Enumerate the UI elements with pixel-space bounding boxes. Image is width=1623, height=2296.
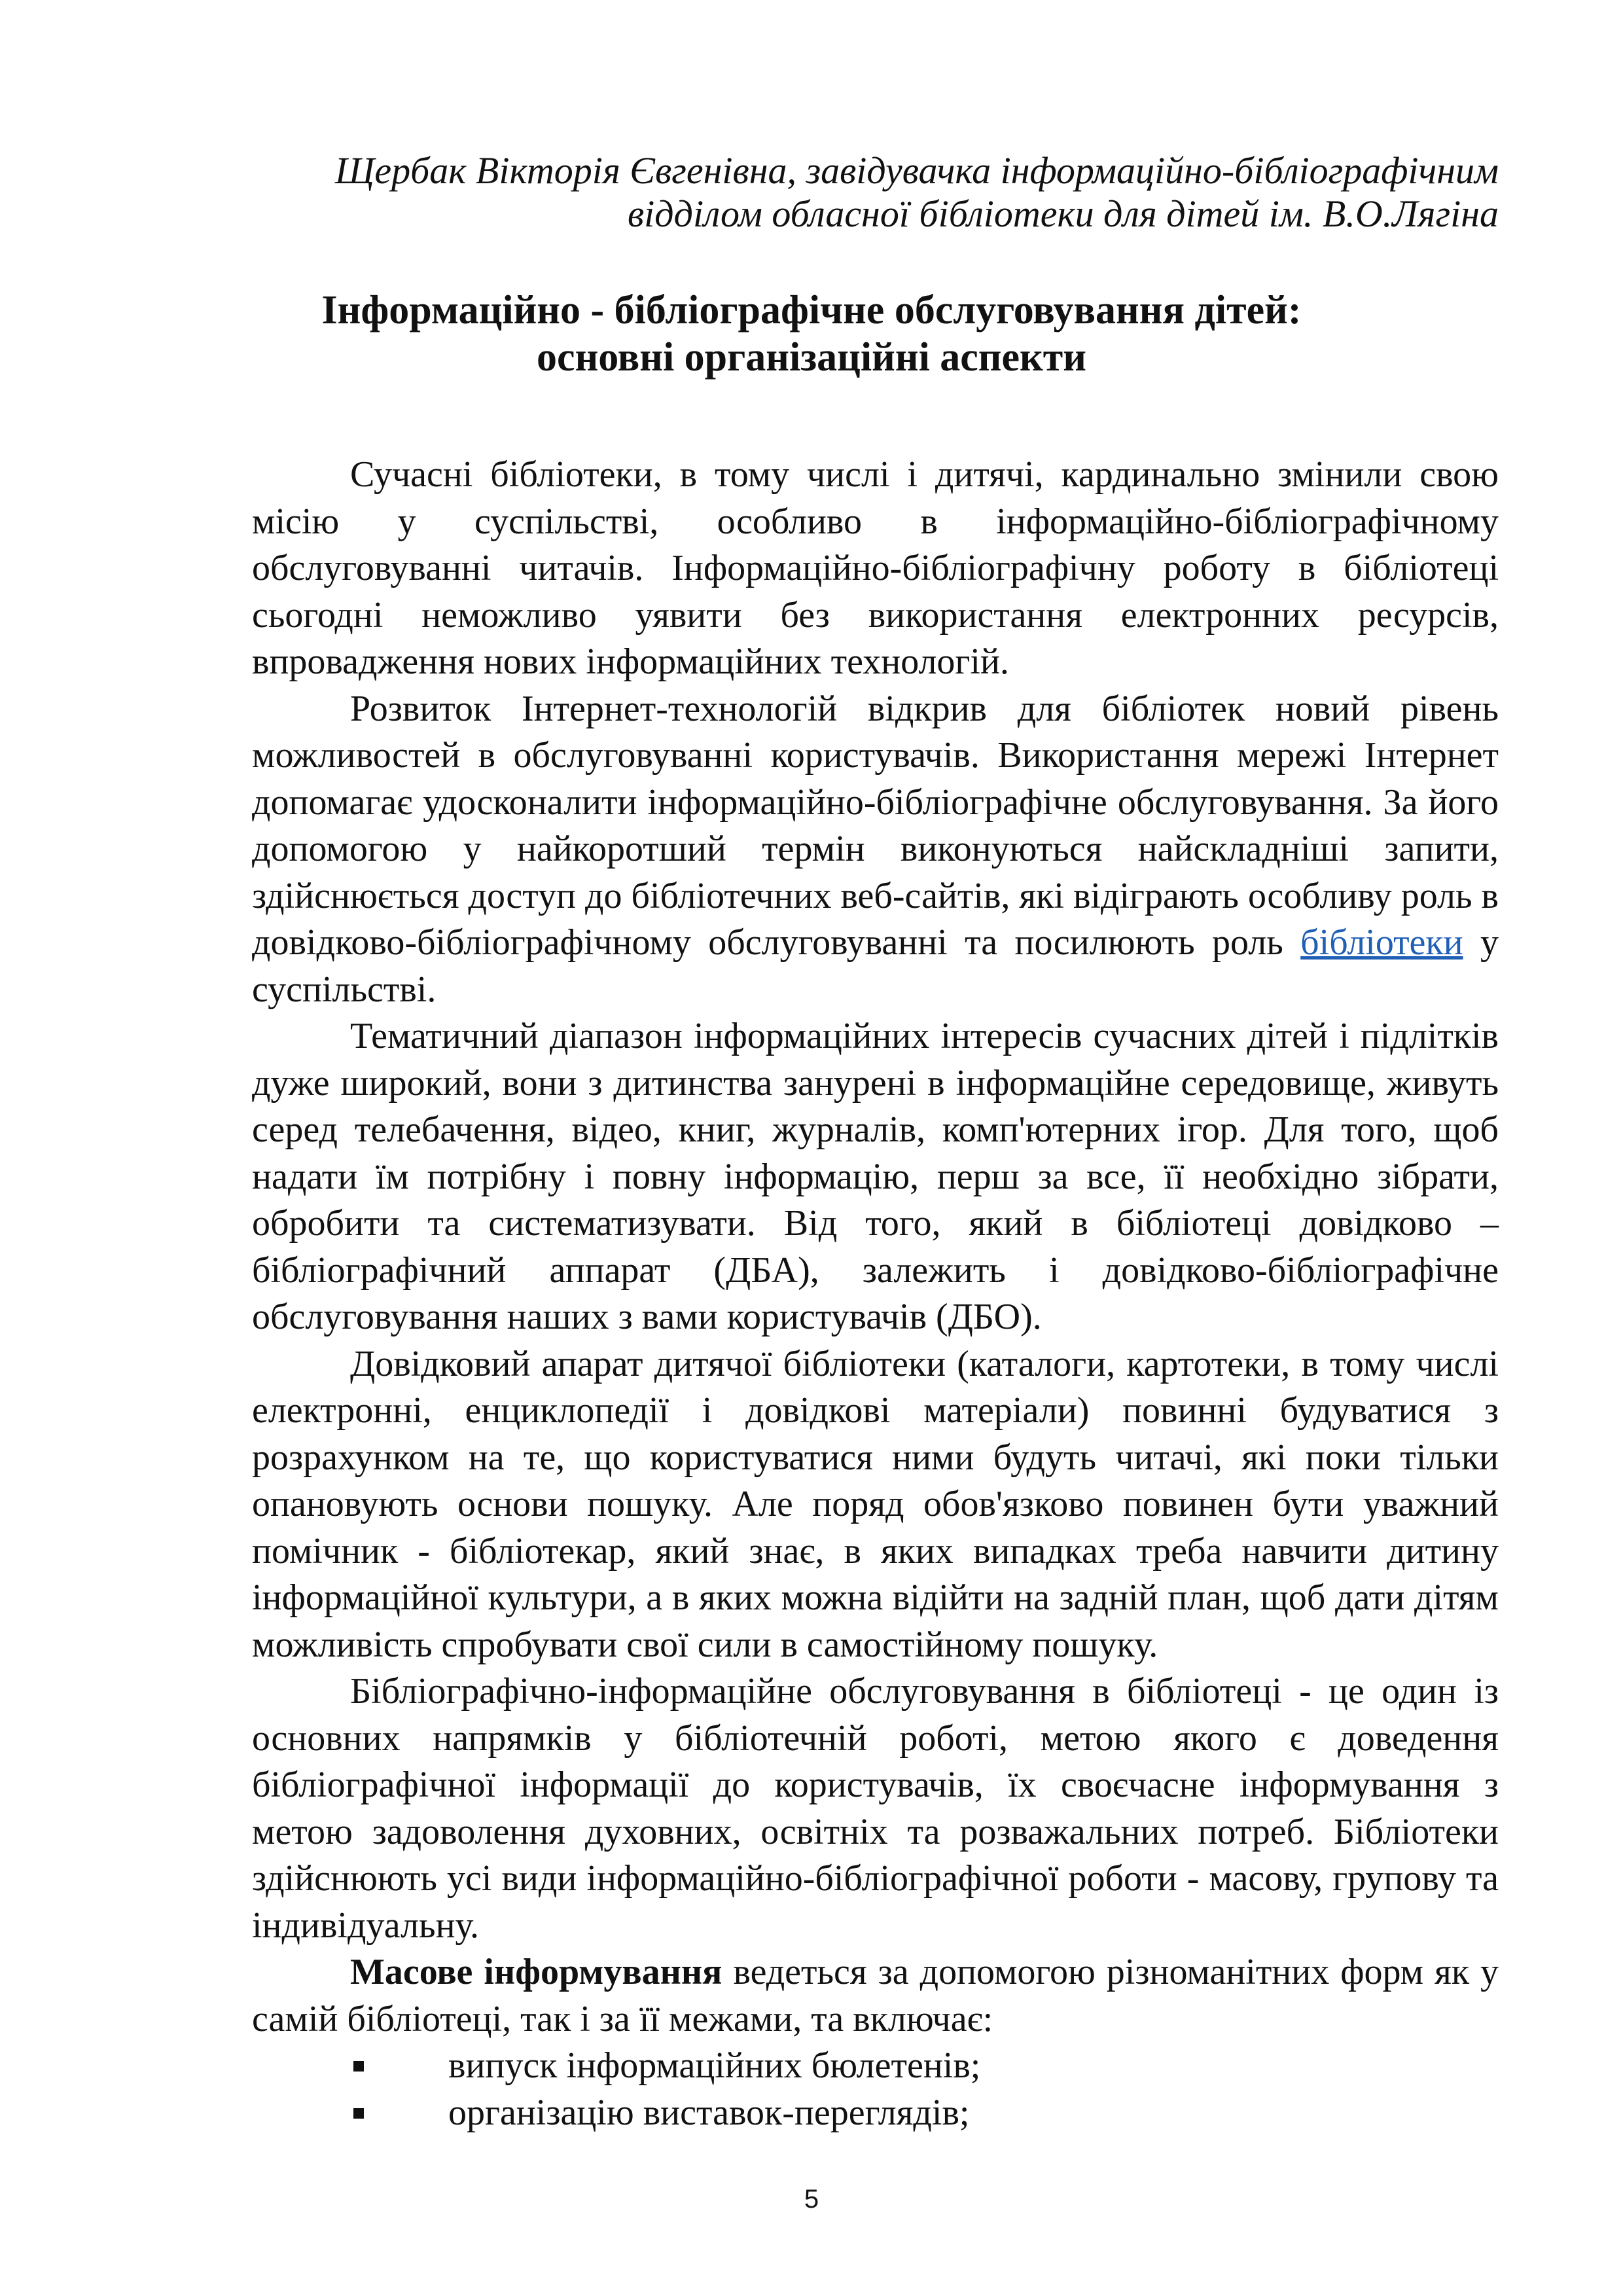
document-title (255, 287, 1368, 381)
page-number: 5 (804, 2185, 819, 2214)
square-bullet-icon (353, 2061, 364, 2072)
paragraph-2 (252, 686, 1499, 1014)
bullet-list (252, 2043, 1499, 2136)
author-line-1: Щербак Вікторія Євгенівна, завідувачка інформаційно-бібліографічним (334, 149, 1499, 192)
paragraph-3: Тематичний діапазон інформаційних інтересів сучасних дітей і підлітків дуже широкий, вони з дитинства занурені в інформаційне середовище, живуть серед телебачення, відео, книг, журналів, комп'ютерних ігор. Для того, щоб надати їм потрібну і повну інформацію, перш за все, її необхідно зібрати, обробити та систематизувати. Від того, який в бібліотеці довідково – бібліографічний аппарат (ДБА), залежить і довідково-бібліографічне обслуговування наших з вами користувачів (ДБО). (252, 1016, 1499, 1337)
mass-informing-term: Масове інформування (350, 1952, 722, 1992)
author-attribution (236, 149, 1499, 236)
title-line-1: Інформаційно - бібліографічне обслуговування дітей: (321, 288, 1302, 332)
list-item (252, 2090, 1499, 2137)
paragraph-5: Бібліографічно-інформаційне обслуговування в бібліотеці - це один із основних напрямків у бібліотечній роботі, метою якого є доведення бібліографічної інформації до користувачів, їх своєчасне інформування з метою задоволення духовних, освітніх та розважальних потреб. Бібліотеки здійснюють усі види інформаційно-бібліографічної роботи - масову, групову та індивідуальну. (252, 1671, 1499, 1946)
paragraph-2-tail: у суспільстві. (252, 922, 1499, 1010)
paragraph-4: Довідковий апарат дитячої бібліотеки (каталоги, картотеки, в тому числі електронні, енциклопедії і довідкові матеріали) повинні будуватися з розрахунком на те, що користуватися ними будуть читачі, які поки тільки опановують основи пошуку. Але поряд обов'язково повинен бути уважний помічник - бібліотекар, який знає, в яких випадках треба навчити дитину інформаційної культури, а в яких можна відійти на задній план, щоб дати дітям можливість спробувати свої сили в самостійному пошуку. (252, 1343, 1499, 1665)
list-item (252, 2043, 1499, 2090)
library-link[interactable]: бібліотеки (1300, 922, 1463, 963)
paragraph-1: Сучасні бібліотеки, в тому числі і дитячі, кардинально змінили свою місію у суспільстві, особливо в інформаційно-бібліографічному обслуговуванні читачів. Інформаційно-бібліографічну роботу в бібліотеці сьогодні неможливо уявити без використання електронних ресурсів, впровадження нових інформаційних технологій. (252, 454, 1499, 682)
square-bullet-icon (353, 2108, 364, 2119)
list-item-text: організацію виставок-переглядів; (448, 2092, 970, 2133)
author-line-2: відділом обласної бібліотеки для дітей ім. В.О.Лягіна (627, 192, 1499, 235)
paragraph-2-text: Розвиток Інтернет-технологій відкрив для бібліотек новий рівень можливостей в обслуговуванні користувачів. Використання мережі Інтернет допомагає удосконалити інформаційно-бібліографічне обслуговування. За його допомогою у найкоротший термін виконуються найскладніші запити, здійснюється доступ до бібліотечних веб-сайтів, які відіграють особливу роль в довідково-бібліографічному обслуговуванні та посилюють роль (252, 688, 1499, 963)
title-line-2: основні організаційні аспекти (537, 335, 1086, 380)
paragraph-6-text: ведеться за допомогою різноманітних форм як у самій бібліотеці, так і за її межами, та включає: (252, 1952, 1499, 2039)
list-item-text: випуск інформаційних бюлетенів; (448, 2045, 981, 2086)
paragraph-6 (252, 1949, 1499, 2043)
document-body (252, 452, 1499, 2136)
